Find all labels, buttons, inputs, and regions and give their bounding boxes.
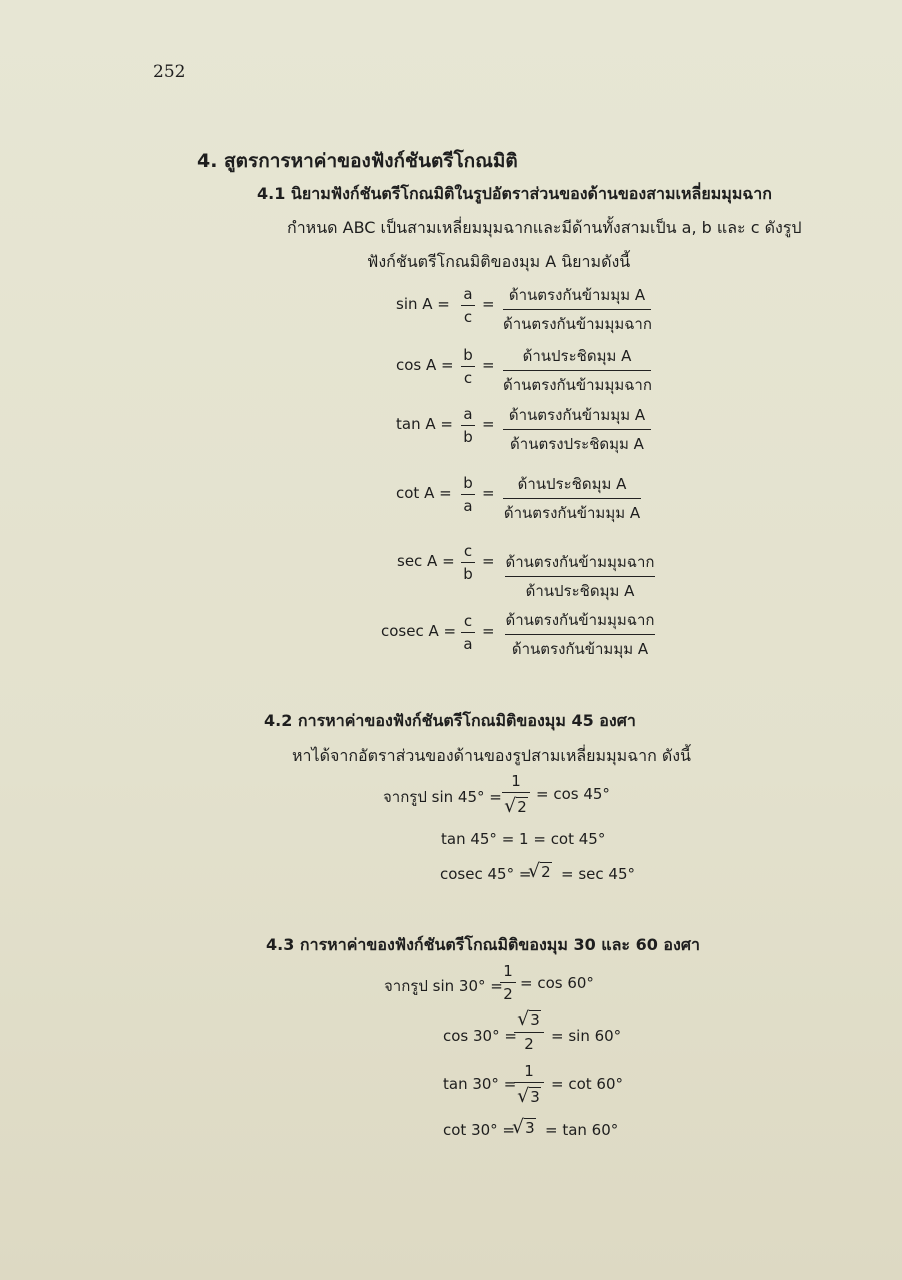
square-root: √3 [517,1008,540,1030]
ratio-fraction: b a [461,474,475,515]
ratio-fraction: c b [461,542,475,583]
page-number: 252 [153,62,186,82]
word-fraction: ด้านประชิดมุม A ด้านตรงกันข้ามมุมฉาก [503,347,652,394]
fraction: 1 2 [500,962,516,1003]
word-fraction: ด้านประชิดมุม A ด้านตรงกันข้ามมุม A [503,475,641,522]
subsection-4-1-title: 4.1 นิยามฟังก์ชันตรีโกณมิติในรูปอัตราส่วนของด้านของสามเหลี่ยมมุมฉาก [257,184,772,203]
fraction: √3 2 [514,1008,544,1053]
intro-line-2: ฟังก์ชันตรีโกณมิติของมุม A นิยามดังนี้ [367,252,631,271]
equation-tan45: tan 45° = 1 = cot 45° [441,830,606,848]
section-title: 4. สูตรการหาค่าของฟังก์ชันตรีโกณมิติ [197,150,518,172]
book-page: 252 4. สูตรการหาค่าของฟังก์ชันตรีโกณมิติ 4.1 นิยามฟังก์ชันตรีโกณมิติในรูปอัตราส่วนของด้านของสามเหลี่ยมมุมฉาก กำหนด ABC เป็นสามเหลี่ยมมุมฉากและมีด้านทั้งสามเป็น a, b และ c ดังรูป ฟังก์ชันตรีโกณมิติของมุม A นิยามดังนี้ sin A = a c = ด้านตรงกันข้ามมุม A ด้านตรงกันข้ามมุมฉาก cos A = b c = ด้านประชิดมุม A ด้านตรงกันข้ามมุมฉาก tan A = a b = ด้านตรงกันข้ามมุม A ด้านตรงประชิดมุม A cot A = b a = ด้านประชิดมุม A ด้านตรงกันข้ามมุม A sec A = c b = ด้านตรงกันข้ามมุมฉาก ด้านประชิดมุม A cosec A = c a = ด้านตรงกันข้ามมุมฉาก ด้านตรงกันข้ามมุม A 4.2 การหาค่าของฟังก์ชันตรีโกณมิติของมุม 45 องศา หาได้จากอัตราส่วนของด้านของรูปสามเหลี่ยมมุมฉาก ดังนี้ จากรูป sin 45° = 1 √2 = cos 45° tan 45° = 1 = cot 45° cosec 45° = √2 = sec 45° 4.3 การหาค่าของฟังก์ชันตรีโกณมิติของมุม 30 และ 60 องศา จากรูป sin 30° = 1 2 = cos 60° cos 30° = √3 2 = sin 60° tan 30° = 1 √3 = cot 60° cot 30° = √3 = tan 60° [0,0,902,1280]
square-root: √3 [512,1116,535,1138]
fraction: 1 √2 [502,772,530,817]
word-fraction: ด้านตรงกันข้ามมุมฉาก ด้านตรงกันข้ามมุม A [505,611,655,658]
word-fraction: ด้านตรงกันข้ามมุม A ด้านตรงกันข้ามมุมฉาก [503,286,652,333]
square-root: √2 [528,860,551,882]
ratio-fraction: a b [461,405,475,446]
subsection-4-3-title: 4.3 การหาค่าของฟังก์ชันตรีโกณมิติของมุม 30 และ 60 องศา [266,935,700,954]
subsection-4-2-intro: หาได้จากอัตราส่วนของด้านของรูปสามเหลี่ยมมุมฉาก ดังนี้ [292,746,691,765]
fraction: 1 √3 [514,1062,544,1107]
ratio-fraction: a c [461,285,475,326]
subsection-4-2-title: 4.2 การหาค่าของฟังก์ชันตรีโกณมิติของมุม 45 องศา [264,711,636,730]
word-fraction: ด้านตรงกันข้ามมุมฉาก ด้านประชิดมุม A [505,553,655,600]
intro-line-1: กำหนด ABC เป็นสามเหลี่ยมมุมฉากและมีด้านทั้งสามเป็น a, b และ c ดังรูป [287,218,802,237]
ratio-fraction: c a [461,612,475,653]
ratio-fraction: b c [461,346,475,387]
square-root: √2 [504,795,527,817]
square-root: √3 [517,1085,540,1107]
word-fraction: ด้านตรงกันข้ามมุม A ด้านตรงประชิดมุม A [503,403,651,456]
